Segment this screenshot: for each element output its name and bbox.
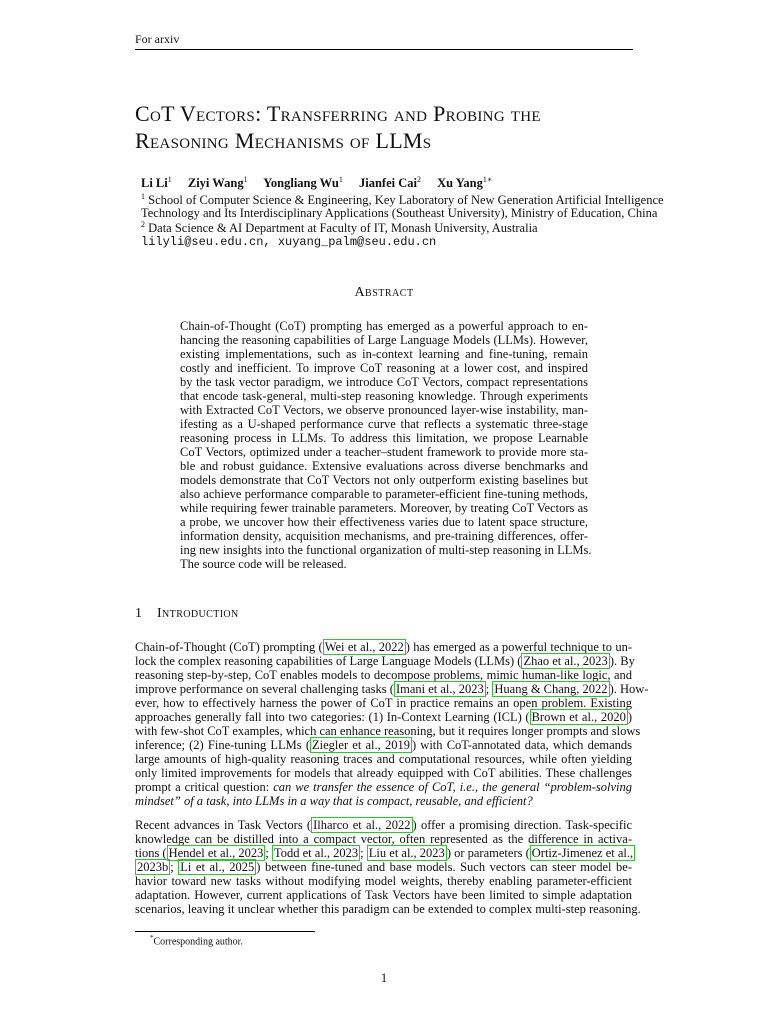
- author: Jianfei Cai$^2$: [359, 175, 421, 191]
- abstract-line: that encode task-general, multi-step reasoning knowledge. Through experiments: [180, 389, 588, 403]
- citation-link[interactable]: Brown et al., 2020: [531, 710, 626, 724]
- paper-title: [135, 100, 645, 154]
- citation-link[interactable]: Zhao et al., 2023: [523, 654, 608, 668]
- paragraph-line: tions ( Hendel et al., 2023 ; Todd et al., 2023 ; Liu et al., 2023 ) or parameters ( Ortiz-Jimenez et al.,: [135, 846, 634, 860]
- page-number: 1: [380, 971, 388, 985]
- citation-link[interactable]: Ziegler et al., 2019: [312, 738, 410, 752]
- citation-link[interactable]: Imani et al., 2023: [395, 682, 484, 696]
- author-list: [141, 175, 505, 191]
- abstract-line: with Extracted CoT Vectors, we observe pronounced layer-wise instability, man-: [180, 403, 588, 417]
- author: Yongliang Wu$^1$: [263, 175, 343, 191]
- paragraph-line: Recent advances in Task Vectors ( Ilharco et al., 2022 ) offer a promising direction. Task-specific: [135, 818, 633, 832]
- citation-link[interactable]: Wei et al., 2022: [324, 640, 404, 654]
- paragraph-line: havior toward new tasks without modifying model weights, thereby enabling parameter-efficient: [135, 874, 632, 888]
- paragraph-line: scenarios, leaving it unclear whether this paradigm can be extended to complex multi-step reasoning.: [135, 902, 641, 916]
- citation-link[interactable]: Ortiz-Jimenez et al.,: [531, 846, 634, 860]
- paragraph-line: Chain-of-Thought (CoT) prompting ( Wei et al., 2022 ) has emerged as a powerful technique to un-: [135, 640, 632, 654]
- abstract-line: The source code will be released.: [180, 557, 347, 571]
- affiliation-1: $^1$ School of Computer Science & Engineering, Key Laboratory of New Generation Artificial Intelligence: [141, 192, 664, 208]
- title-line-2: Reasoning Mechanisms of LLMs: [135, 128, 432, 153]
- abstract-line: a probe, we uncover how their effectiveness varies due to latent space structure,: [180, 515, 588, 529]
- paragraph-line: reasoning step-by-step, CoT enables models to decompose problems, mimic human-like logic, and: [135, 668, 632, 682]
- emphasis-text: can we transfer the essence of CoT, i.e., the general “problem-solving: [273, 780, 632, 794]
- paragraph-line: knowledge can be distilled into a compact vector, often represented as the difference in activa-: [135, 832, 632, 846]
- footnote: *Corresponding author.: [150, 934, 243, 948]
- abstract-line: existing implementations, such as in-context learning and fine-tuning, remain: [180, 347, 588, 361]
- abstract-line: Chain-of-Thought (CoT) prompting has emerged as a powerful approach to en-: [180, 319, 588, 333]
- affiliation-2: $^2$ Data Science & AI Department at Faculty of IT, Monash University, Australia: [141, 220, 538, 236]
- paragraph-line: [135, 794, 632, 809]
- citation-link[interactable]: 2023b: [137, 860, 169, 874]
- running-header: For arxiv: [135, 32, 633, 50]
- paragraph-line: prompt a critical question: can we transfer the essence of CoT, i.e., the general “problem-solving: [135, 780, 632, 794]
- abstract-line: while requiring fewer trainable parameters. Moreover, by treating CoT Vectors as: [180, 501, 588, 515]
- abstract-line: information density, acquisition mechanisms, and pre-training differences, offer-: [180, 529, 588, 543]
- affiliation-1-continued: Technology and Its Interdisciplinary Applications (Southeast University), Ministry of Education, China: [141, 206, 658, 220]
- citation-link[interactable]: Liu et al., 2023: [368, 846, 445, 860]
- emphasis-text: mindset” of a task, into LLMs in a way that is compact, reusable, and efficient?: [135, 794, 533, 808]
- abstract-line: hancing the reasoning capabilities of Large Language Models (LLMs). However,: [180, 333, 588, 347]
- abstract-line: by the task vector paradigm, we introduce CoT Vectors, compact representations: [180, 375, 588, 389]
- abstract-line: ble and robust guidance. Extensive evaluations across diverse benchmarks and: [180, 459, 588, 473]
- paragraph-line: inference; (2) Fine-tuning LLMs ( Ziegler et al., 2019 ) with CoT-annotated data, which demands: [135, 738, 632, 752]
- footnote-divider: [135, 931, 315, 932]
- abstract-line: reasoning process in LLMs. To address this limitation, we propose Learnable: [180, 431, 588, 445]
- abstract-line: ifesting as a U-shaped performance curve that reflects a systematic three-stage: [180, 417, 588, 431]
- paragraph-line: adaptation. However, current applications of Task Vectors have been limited to simple adaptation: [135, 888, 632, 902]
- paragraph-line: with few-shot CoT examples, which can enhance reasoning, but it requires longer prompts and slows: [135, 724, 641, 738]
- paragraph-line: ever, how to effectively harness the power of CoT in practice remains an open problem. Existing: [135, 696, 632, 710]
- title-line-1: CoT Vectors: Transferring and Probing the: [135, 101, 541, 126]
- section-heading-introduction: [135, 606, 239, 622]
- citation-link[interactable]: Li et al., 2025: [180, 860, 255, 874]
- citation-link[interactable]: Todd et al., 2023: [273, 846, 359, 860]
- abstract-line: CoT Vectors, optimized under a teacher–student framework to provide more sta-: [180, 445, 588, 459]
- paragraph-line: only limited improvements for models that already equipped with CoT abilities. These challenges: [135, 766, 632, 780]
- abstract-line: also achieve performance comparable to parameter-efficient fine-tuning methods,: [180, 487, 588, 501]
- paragraph-line: approaches generally fall into two categories: (1) In-Context Learning (ICL) ( Brown et al., 2020 ): [135, 710, 633, 724]
- section-number: 1: [135, 606, 142, 621]
- citation-link[interactable]: Huang & Chang, 2022: [494, 682, 608, 696]
- author: Li Li$^1$: [141, 175, 172, 191]
- author-emails: lilyli@seu.edu.cn, xuyang_palm@seu.edu.cn: [141, 235, 437, 249]
- abstract-line: ing new insights into the functional organization of multi-step reasoning in LLMs.: [180, 543, 592, 557]
- paragraph-line: improve performance on several challenging tasks ( Imani et al., 2023 ; Huang & Chang, 2022 ). How-: [135, 682, 649, 696]
- citation-link[interactable]: Hendel et al., 2023: [168, 846, 264, 860]
- paragraph-line: 2023b ; Li et al., 2025 ) between fine-tuned and base models. Such vectors can steer model be-: [137, 860, 632, 874]
- author: Ziyi Wang$^1$: [187, 175, 248, 191]
- abstract-line: costly and inefficient. To improve CoT reasoning at a lower cost, and inspired: [180, 361, 588, 375]
- paragraph-line: lock the complex reasoning capabilities of Large Language Models (LLMs) ( Zhao et al., 2023 ). By: [135, 654, 635, 668]
- author: Xu Yang$^{1∗}$: [437, 175, 493, 191]
- abstract-line: models demonstrate that CoT Vectors not only outperform existing baselines but: [180, 473, 588, 487]
- paragraph-line: large amounts of high-quality reasoning traces and computational resources, while often yielding: [135, 752, 632, 766]
- abstract-heading: Abstract: [354, 285, 414, 300]
- section-title: Introduction: [157, 606, 239, 621]
- citation-link[interactable]: Ilharco et al., 2022: [313, 818, 411, 832]
